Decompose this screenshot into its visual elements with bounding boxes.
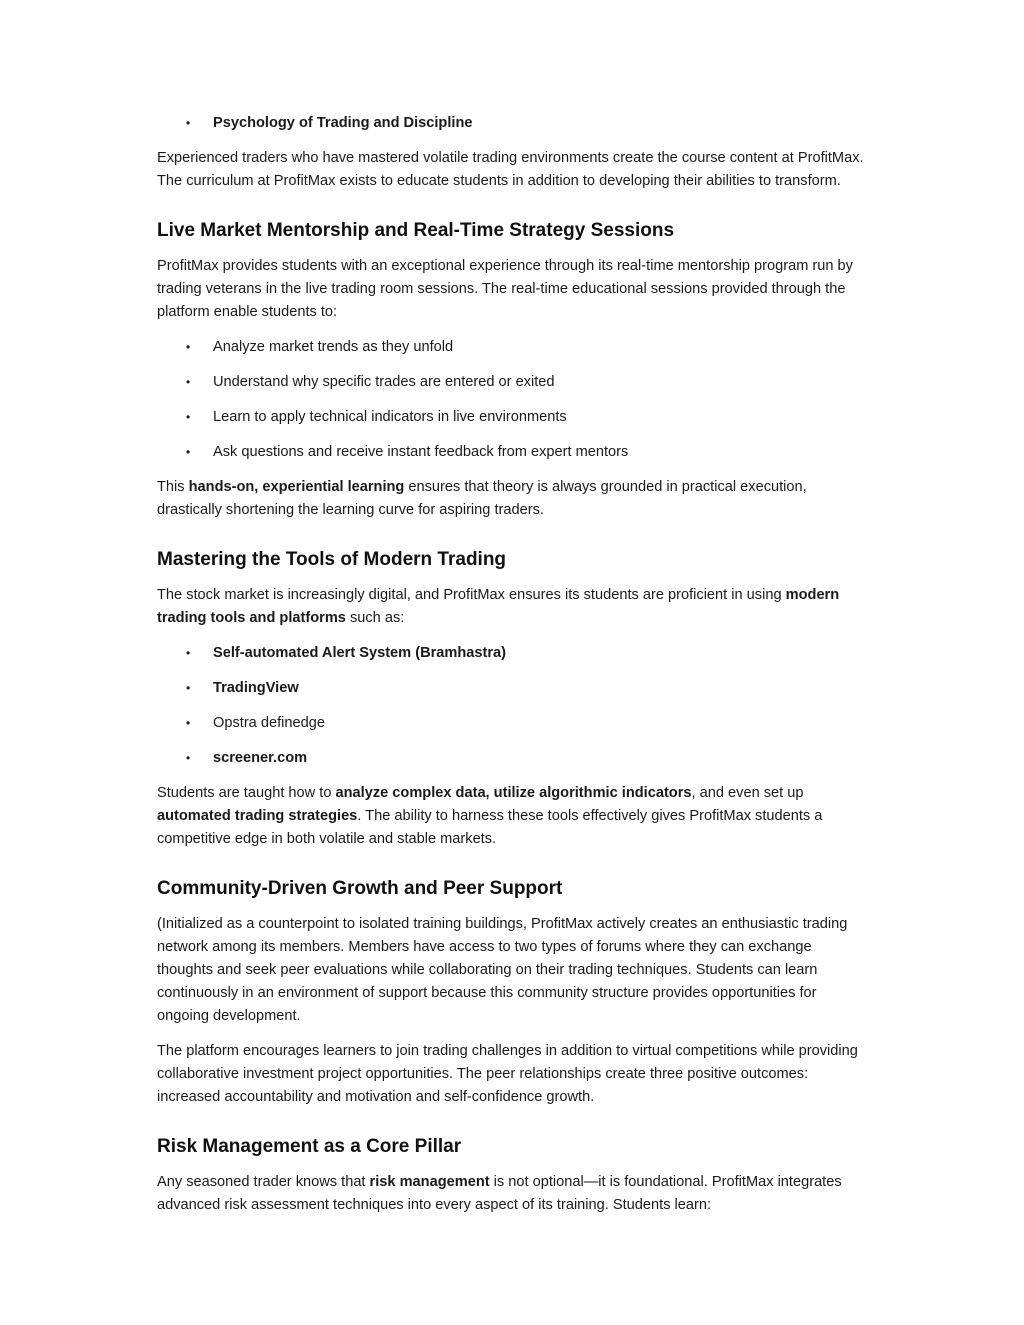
section-heading-tools: Mastering the Tools of Modern Trading	[157, 549, 507, 570]
bullet-icon: •	[186, 410, 191, 424]
list-item	[157, 336, 867, 359]
mentorship-paragraph: ProfitMax provides students with an exceptional experience through its real-time mentorship program run by trading veterans in the live trading room sessions. The real-time educational sessions provided through the platform enable students to:	[157, 258, 853, 320]
text-run: . The ability to harness these tools effectively gives ProfitMax students a competitive edge in both volatile and stable markets.	[157, 808, 823, 847]
risk-paragraph	[157, 1171, 867, 1217]
list-item	[157, 371, 867, 394]
bold-text: hands-on, experiential learning	[188, 479, 405, 495]
bold-text: risk management	[369, 1174, 490, 1190]
bold-text: analyze complex data, utilize algorithmic indicators	[335, 785, 692, 801]
intro-list	[157, 112, 867, 135]
intro-paragraph: Experienced traders who have mastered volatile trading environments create the course content at ProfitMax. The curriculum at ProfitMax exists to educate students in addition to developing their abilities to transform.	[157, 150, 864, 189]
text-run: Any seasoned trader knows that	[157, 1174, 370, 1190]
list-item-text: Psychology of Trading and Discipline	[213, 115, 473, 131]
list-item-text: screener.com	[213, 750, 308, 766]
list-item	[157, 112, 867, 135]
text-run: is not optional—it is foundational. ProfitMax integrates advanced risk assessment techniques into every aspect of its training. Students learn:	[157, 1174, 842, 1213]
list-item	[157, 642, 867, 665]
tools-intro-paragraph	[157, 584, 867, 630]
list-item-text: Ask questions and receive instant feedback from expert mentors	[213, 444, 629, 460]
bullet-icon: •	[186, 445, 191, 459]
text-run: , and even set up	[691, 785, 804, 801]
mentorship-list	[157, 336, 867, 464]
list-item-text: Self-automated Alert System (Bramhastra)	[213, 645, 507, 661]
list-item-text: TradingView	[213, 680, 299, 696]
list-item-text: Learn to apply technical indicators in live environments	[213, 409, 567, 425]
section-heading-community: Community-Driven Growth and Peer Support	[157, 878, 563, 899]
section-heading-risk: Risk Management as a Core Pillar	[157, 1136, 462, 1157]
bullet-icon: •	[186, 340, 191, 354]
community-paragraph-1: (Initialized as a counterpoint to isolated training buildings, ProfitMax actively creates an enthusiastic trading network among its members. Members have access to two types of forums where they can exchange thoughts and seek peer evaluations while collaborating on their trading techniques. Students can learn continuously in an environment of support because this community structure provides opportunities for ongoing development.	[157, 916, 848, 1024]
section-heading-mentorship: Live Market Mentorship and Real-Time Strategy Sessions	[157, 220, 675, 241]
tools-closing-paragraph	[157, 782, 867, 851]
list-item-text: Analyze market trends as they unfold	[213, 339, 454, 355]
list-item-text: Understand why specific trades are entered or exited	[213, 374, 555, 390]
list-item	[157, 677, 867, 700]
list-item	[157, 747, 867, 770]
bullet-icon: •	[186, 116, 191, 130]
bold-text: modern trading tools and platforms	[157, 587, 840, 626]
bullet-icon: •	[186, 646, 191, 660]
bullet-icon: •	[186, 375, 191, 389]
document-page	[157, 112, 867, 1229]
bold-text: automated trading strategies	[157, 808, 358, 824]
text-run: The stock market is increasingly digital, and ProfitMax ensures its students are proficient in using	[157, 587, 786, 603]
text-run: such as:	[345, 610, 405, 626]
bullet-icon: •	[186, 751, 191, 765]
text-run: ensures that theory is always grounded in practical execution, drastically shortening the learning curve for aspiring traders.	[157, 479, 807, 518]
text-run: Students are taught how to	[157, 785, 336, 801]
bullet-icon: •	[186, 681, 191, 695]
tools-list	[157, 642, 867, 770]
community-paragraph-2: The platform encourages learners to join trading challenges in addition to virtual competitions while providing collaborative investment project opportunities. The peer relationships create three positive outcomes: increased accountability and motivation and self-confidence growth.	[157, 1043, 858, 1105]
list-item-text: Opstra definedge	[213, 715, 325, 731]
list-item	[157, 406, 867, 429]
text-run: This	[157, 479, 189, 495]
mentorship-closing-paragraph	[157, 476, 867, 522]
list-item	[157, 441, 867, 464]
list-item	[157, 712, 867, 735]
bullet-icon: •	[186, 716, 191, 730]
